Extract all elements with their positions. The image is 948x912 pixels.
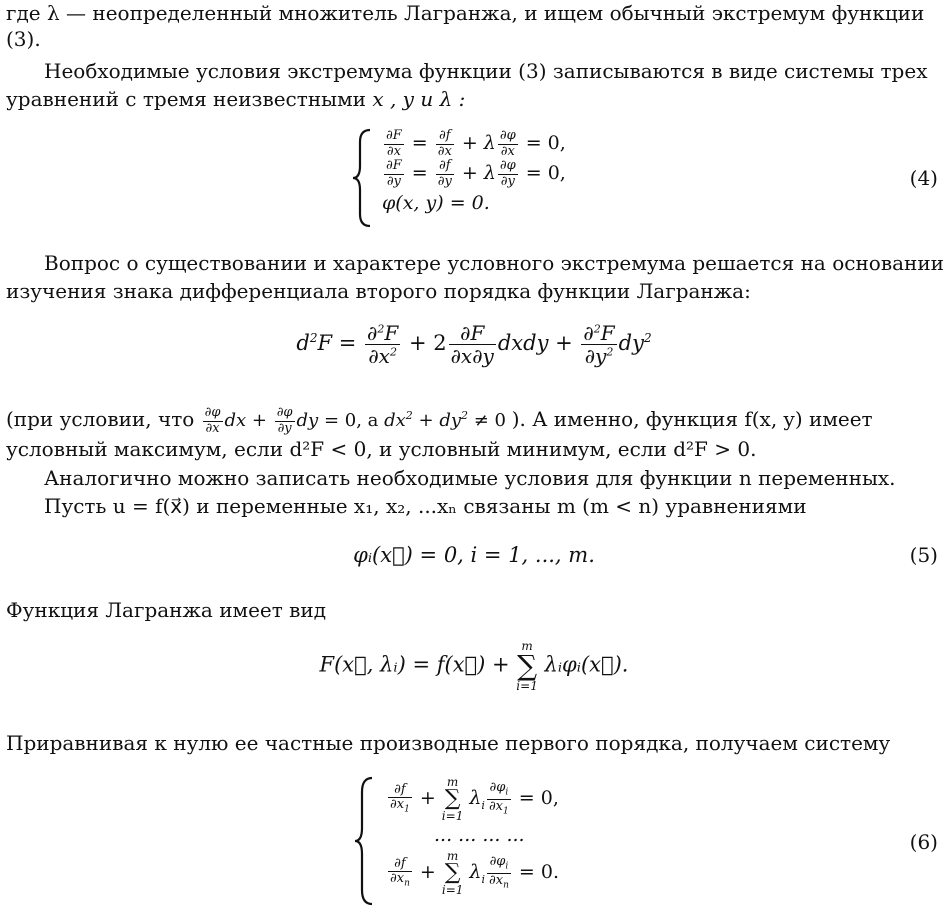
paragraph-line — [44, 465, 938, 491]
equation-row: φ(x, y) = 0. — [382, 192, 490, 214]
equation-number: (5) — [909, 543, 938, 567]
paragraph-line — [6, 403, 938, 436]
paragraph-line — [6, 730, 938, 756]
equation-row: $\frac{\partial f}{\partial x_n}$ + m ∑ i=1 $\lambda_i$ $\frac{\partial\varphi_i}{\partial x_n}$ = 0. — [390, 849, 560, 897]
left-brace-icon — [350, 128, 374, 228]
text-span: (при условии, что — [6, 407, 195, 431]
text-span: условный максимум, если d²F < 0, и условный минимум, если d²F > 0. — [6, 437, 757, 461]
display-equation-5: φᵢ(x⃗) = 0, i = 1, ..., m. — [353, 543, 595, 567]
left-brace-icon — [352, 776, 376, 906]
equation-rhs: λᵢφᵢ(x⃗). — [544, 652, 629, 677]
paragraph-line — [6, 597, 938, 623]
paragraph-line — [6, 86, 938, 112]
paragraph-line — [44, 250, 944, 276]
text-span: Пусть u = f(x⃗) и переменные x₁, x₂, ...xₙ связаны m (m < n) уравнениями — [44, 494, 807, 518]
sum-icon: m ∑ i=1 — [516, 639, 538, 693]
equation-system-4 — [382, 128, 566, 218]
text-span: Аналогично можно записать необходимые условия для функции n переменных. — [44, 466, 896, 490]
paragraph-line — [6, 0, 938, 26]
equation-system-6 — [386, 775, 560, 897]
paragraph-line — [44, 493, 938, 519]
equation-row: ... ... ... ... — [434, 824, 525, 846]
text-span: ). А именно, функция f(x, y) имеет — [511, 407, 873, 431]
equation-row: $\frac{\partial f}{\partial x_1}$ + m ∑ i=1 $\lambda_i$ $\frac{\partial\varphi_i}{\partial x_1}$ = 0, — [390, 775, 559, 823]
text-span: где λ — неопределенный множитель Лагранжа, и ищем обычный экстремум функции — [6, 1, 925, 25]
paragraph-line — [6, 278, 938, 304]
equation-row: $\frac{\partial F}{\partial y}$ = $\frac{\partial f}{\partial y}$ + λ $\frac{\partial\varphi}{\partial y}$ = 0, — [386, 158, 566, 189]
text-span: Необходимые условия экстремума функции (3) записываются в виде системы трех — [44, 59, 928, 83]
paragraph-line — [6, 26, 938, 52]
equation-number: (4) — [909, 166, 938, 190]
text-span: Вопрос о существовании и характере условного экстремума решается на основании — [44, 251, 944, 275]
display-equation-d2F: $d^2F$ = $\frac{\partial^2F}{\partial x^2}$ + 2 $\frac{\partial F}{\partial x\partial y}$ dxdy + $\frac{\partial^2F}{\partial y^2}$ $dy^2$ — [296, 321, 652, 368]
text-span: уравнений с тремя неизвестными — [6, 87, 366, 111]
text-span: Функция Лагранжа имеет вид — [6, 598, 327, 622]
text-span: изучения знака дифференциала второго порядка функции Лагранжа: — [6, 279, 751, 303]
math-inline: x , y и λ : — [372, 87, 466, 111]
equation-number: (6) — [909, 830, 938, 854]
text-span: (3). — [6, 27, 41, 51]
display-equation-lagrange — [0, 640, 948, 692]
equation-row: $\frac{\partial F}{\partial x}$ = $\frac{\partial f}{\partial x}$ + λ $\frac{\partial\varphi}{\partial x}$ = 0, — [386, 128, 566, 159]
paragraph-line — [6, 436, 938, 462]
text-span: Приравнивая к нулю ее частные производные первого порядка, получаем систему — [6, 731, 891, 755]
paragraph-line — [44, 58, 938, 84]
math-inline: $\frac{\partial\varphi}{\partial x}$ dx + $\frac{\partial\varphi}{\partial y}$ dy = 0, а $dx^2 + dy^2 \ne 0$ — [204, 405, 507, 436]
equation-lhs: F(x⃗, λᵢ) = f(x⃗) + — [319, 652, 510, 677]
